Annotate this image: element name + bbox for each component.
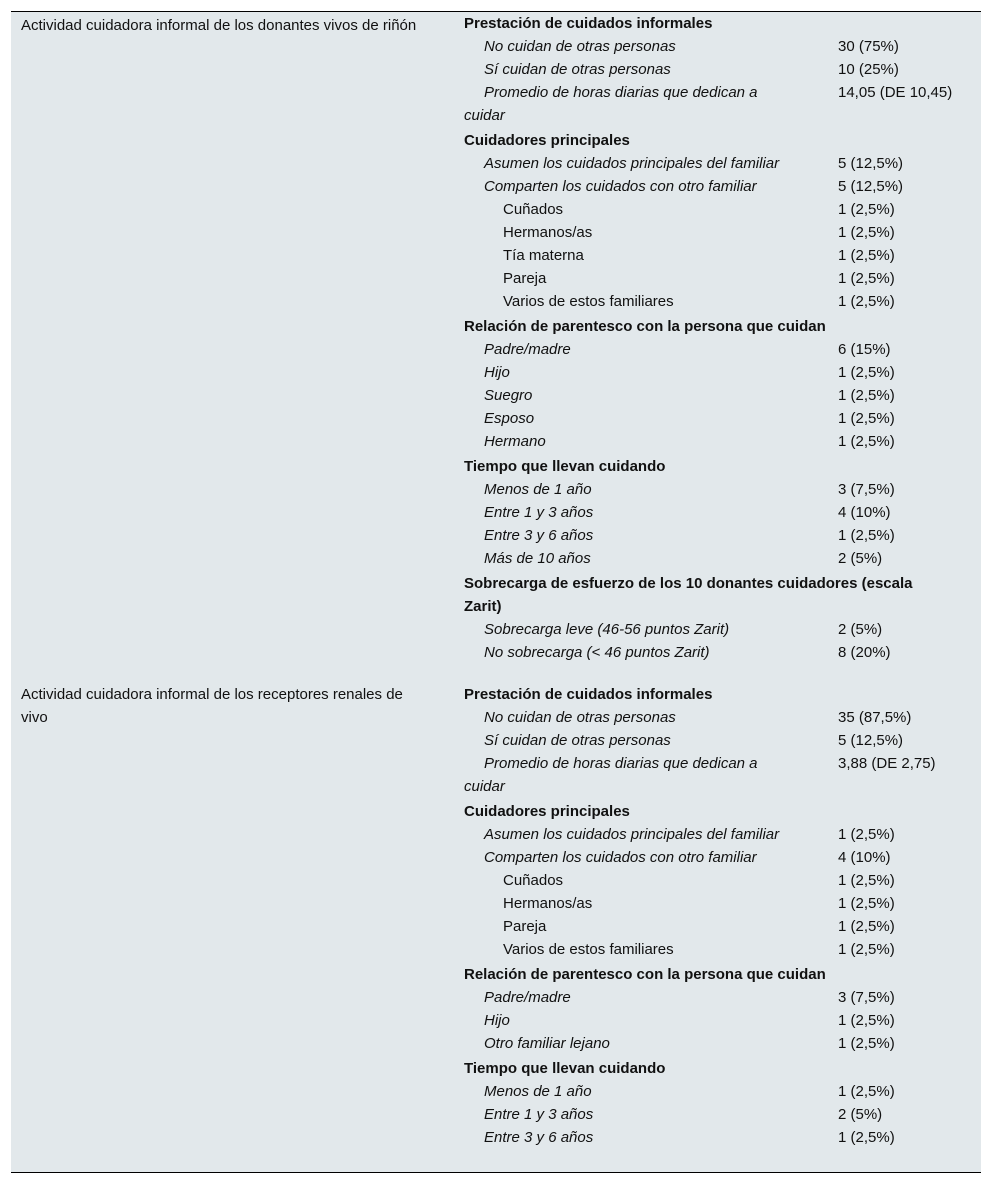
table-row <box>464 641 964 664</box>
table-row <box>464 547 964 570</box>
section-prestacion <box>464 683 964 798</box>
row-label: Comparten los cuidados con otro familiar <box>484 849 757 866</box>
row-value: 5 (12,5%) <box>838 732 904 749</box>
group-label-donantes: Actividad cuidadora informal de los donantes vivos de riñón <box>21 17 417 34</box>
row-value: 1 (2,5%) <box>838 895 895 912</box>
table-row <box>464 846 964 869</box>
table-row <box>464 58 964 81</box>
table-row <box>464 478 964 501</box>
row-value: 3 (7,5%) <box>838 481 895 498</box>
table-row <box>464 407 964 430</box>
row-label: Suegro <box>484 387 533 404</box>
table-row <box>464 81 964 127</box>
row-value: 3 (7,5%) <box>838 989 895 1006</box>
table-row <box>464 1103 964 1126</box>
row-label: Promedio de horas diarias que dedican a cuidar <box>464 84 758 124</box>
section-title: Cuidadores principales <box>464 132 630 149</box>
row-label: Menos de 1 año <box>484 481 592 498</box>
row-value: 1 (2,5%) <box>838 201 895 218</box>
section-title: Tiempo que llevan cuidando <box>464 1060 666 1077</box>
row-value: 1 (2,5%) <box>838 1129 895 1146</box>
table-row <box>464 892 964 915</box>
table-row <box>464 1032 964 1055</box>
table-row <box>464 752 964 798</box>
row-label: Entre 3 y 6 años <box>484 527 594 544</box>
table-row <box>464 152 964 175</box>
section-tiempo <box>464 455 964 570</box>
row-label: No sobrecarga (< 46 puntos Zarit) <box>484 644 710 661</box>
row-label: Asumen los cuidados principales del familiar <box>484 155 780 172</box>
row-label: Comparten los cuidados con otro familiar <box>484 178 757 195</box>
row-value: 2 (5%) <box>838 550 883 567</box>
row-label: No cuidan de otras personas <box>484 38 676 55</box>
row-value: 1 (2,5%) <box>838 224 895 241</box>
group-content-receptores <box>464 683 964 1151</box>
row-value: 1 (2,5%) <box>838 387 895 404</box>
section-title: Sobrecarga de esfuerzo de los 10 donantes cuidadores (escala Zarit) <box>464 575 913 615</box>
table-row <box>464 244 964 267</box>
section-cuidadores <box>464 800 964 961</box>
row-label: Promedio de horas diarias que dedican a cuidar <box>464 755 758 795</box>
row-label: Hermano <box>484 433 546 450</box>
section-cuidadores <box>464 129 964 313</box>
row-value: 3,88 (DE 2,75) <box>838 755 936 772</box>
row-value: 1 (2,5%) <box>838 826 895 843</box>
table-row <box>464 384 964 407</box>
table-row <box>464 361 964 384</box>
table-row <box>464 869 964 892</box>
row-value: 5 (12,5%) <box>838 178 904 195</box>
row-value: 4 (10%) <box>838 504 891 521</box>
row-label: Esposo <box>484 410 535 427</box>
section-title: Cuidadores principales <box>464 803 630 820</box>
row-value: 1 (2,5%) <box>838 1012 895 1029</box>
table-row <box>464 1009 964 1032</box>
table-row <box>464 430 964 453</box>
row-label: Varios de estos familiares <box>503 941 674 958</box>
row-label: Sobrecarga leve (46-56 puntos Zarit) <box>484 621 730 638</box>
table-row <box>464 618 964 641</box>
row-value: 1 (2,5%) <box>838 1083 895 1100</box>
row-value: 1 (2,5%) <box>838 941 895 958</box>
row-label: Hijo <box>484 364 510 381</box>
table-row <box>464 290 964 313</box>
row-value: 6 (15%) <box>838 341 891 358</box>
section-title: Tiempo que llevan cuidando <box>464 458 666 475</box>
row-value: 4 (10%) <box>838 849 891 866</box>
section-parentesco <box>464 963 964 1055</box>
row-value: 1 (2,5%) <box>838 872 895 889</box>
table-row <box>464 823 964 846</box>
table-row <box>464 221 964 244</box>
group-label-receptores: Actividad cuidadora informal de los receptores renales de vivo <box>21 686 403 726</box>
table-row <box>464 1080 964 1103</box>
data-table <box>11 11 981 1173</box>
row-value: 2 (5%) <box>838 621 883 638</box>
section-title: Relación de parentesco con la persona que cuidan <box>464 966 826 983</box>
row-label: Hijo <box>484 1012 510 1029</box>
section-prestacion <box>464 12 964 127</box>
row-label: Tía materna <box>503 247 584 264</box>
row-value: 1 (2,5%) <box>838 918 895 935</box>
row-label: Entre 1 y 3 años <box>484 1106 594 1123</box>
row-label: Menos de 1 año <box>484 1083 592 1100</box>
section-sobrecarga <box>464 572 964 664</box>
row-value: 35 (87,5%) <box>838 709 912 726</box>
table-row <box>464 338 964 361</box>
section-title: Prestación de cuidados informales <box>464 15 713 32</box>
row-label: Sí cuidan de otras personas <box>484 732 671 749</box>
row-value: 8 (20%) <box>838 644 891 661</box>
table-row <box>464 729 964 752</box>
row-label: Pareja <box>503 270 547 287</box>
row-label: Cuñados <box>503 201 564 218</box>
row-value: 1 (2,5%) <box>838 433 895 450</box>
row-value: 1 (2,5%) <box>838 293 895 310</box>
row-label: No cuidan de otras personas <box>484 709 676 726</box>
row-value: 1 (2,5%) <box>838 364 895 381</box>
row-label: Entre 1 y 3 años <box>484 504 594 521</box>
row-label: Hermanos/as <box>503 895 593 912</box>
table-row <box>464 524 964 547</box>
table-row <box>464 267 964 290</box>
row-label: Padre/madre <box>484 989 571 1006</box>
row-value: 1 (2,5%) <box>838 527 895 544</box>
row-value: 14,05 (DE 10,45) <box>838 84 953 101</box>
row-label: Hermanos/as <box>503 224 593 241</box>
table-row <box>464 1126 964 1149</box>
table-row <box>464 198 964 221</box>
row-value: 2 (5%) <box>838 1106 883 1123</box>
row-label: Pareja <box>503 918 547 935</box>
row-label: Otro familiar lejano <box>484 1035 610 1052</box>
table-row <box>464 175 964 198</box>
row-value: 10 (25%) <box>838 61 899 78</box>
row-value: 1 (2,5%) <box>838 410 895 427</box>
table-row <box>464 915 964 938</box>
table-row <box>464 938 964 961</box>
table-row <box>464 986 964 1009</box>
group-content-donantes <box>464 12 964 666</box>
row-label: Padre/madre <box>484 341 571 358</box>
row-label: Cuñados <box>503 872 564 889</box>
row-label: Entre 3 y 6 años <box>484 1129 594 1146</box>
table-row <box>464 706 964 729</box>
row-value: 30 (75%) <box>838 38 899 55</box>
row-label: Sí cuidan de otras personas <box>484 61 671 78</box>
table-row <box>464 35 964 58</box>
section-parentesco <box>464 315 964 453</box>
row-value: 1 (2,5%) <box>838 1035 895 1052</box>
section-title: Relación de parentesco con la persona que cuidan <box>464 318 826 335</box>
section-tiempo <box>464 1057 964 1149</box>
row-value: 1 (2,5%) <box>838 270 895 287</box>
row-value: 5 (12,5%) <box>838 155 904 172</box>
row-value: 1 (2,5%) <box>838 247 895 264</box>
table-row <box>464 501 964 524</box>
row-label: Varios de estos familiares <box>503 293 674 310</box>
row-label: Más de 10 años <box>484 550 591 567</box>
row-label: Asumen los cuidados principales del familiar <box>484 826 780 843</box>
section-title: Prestación de cuidados informales <box>464 686 713 703</box>
